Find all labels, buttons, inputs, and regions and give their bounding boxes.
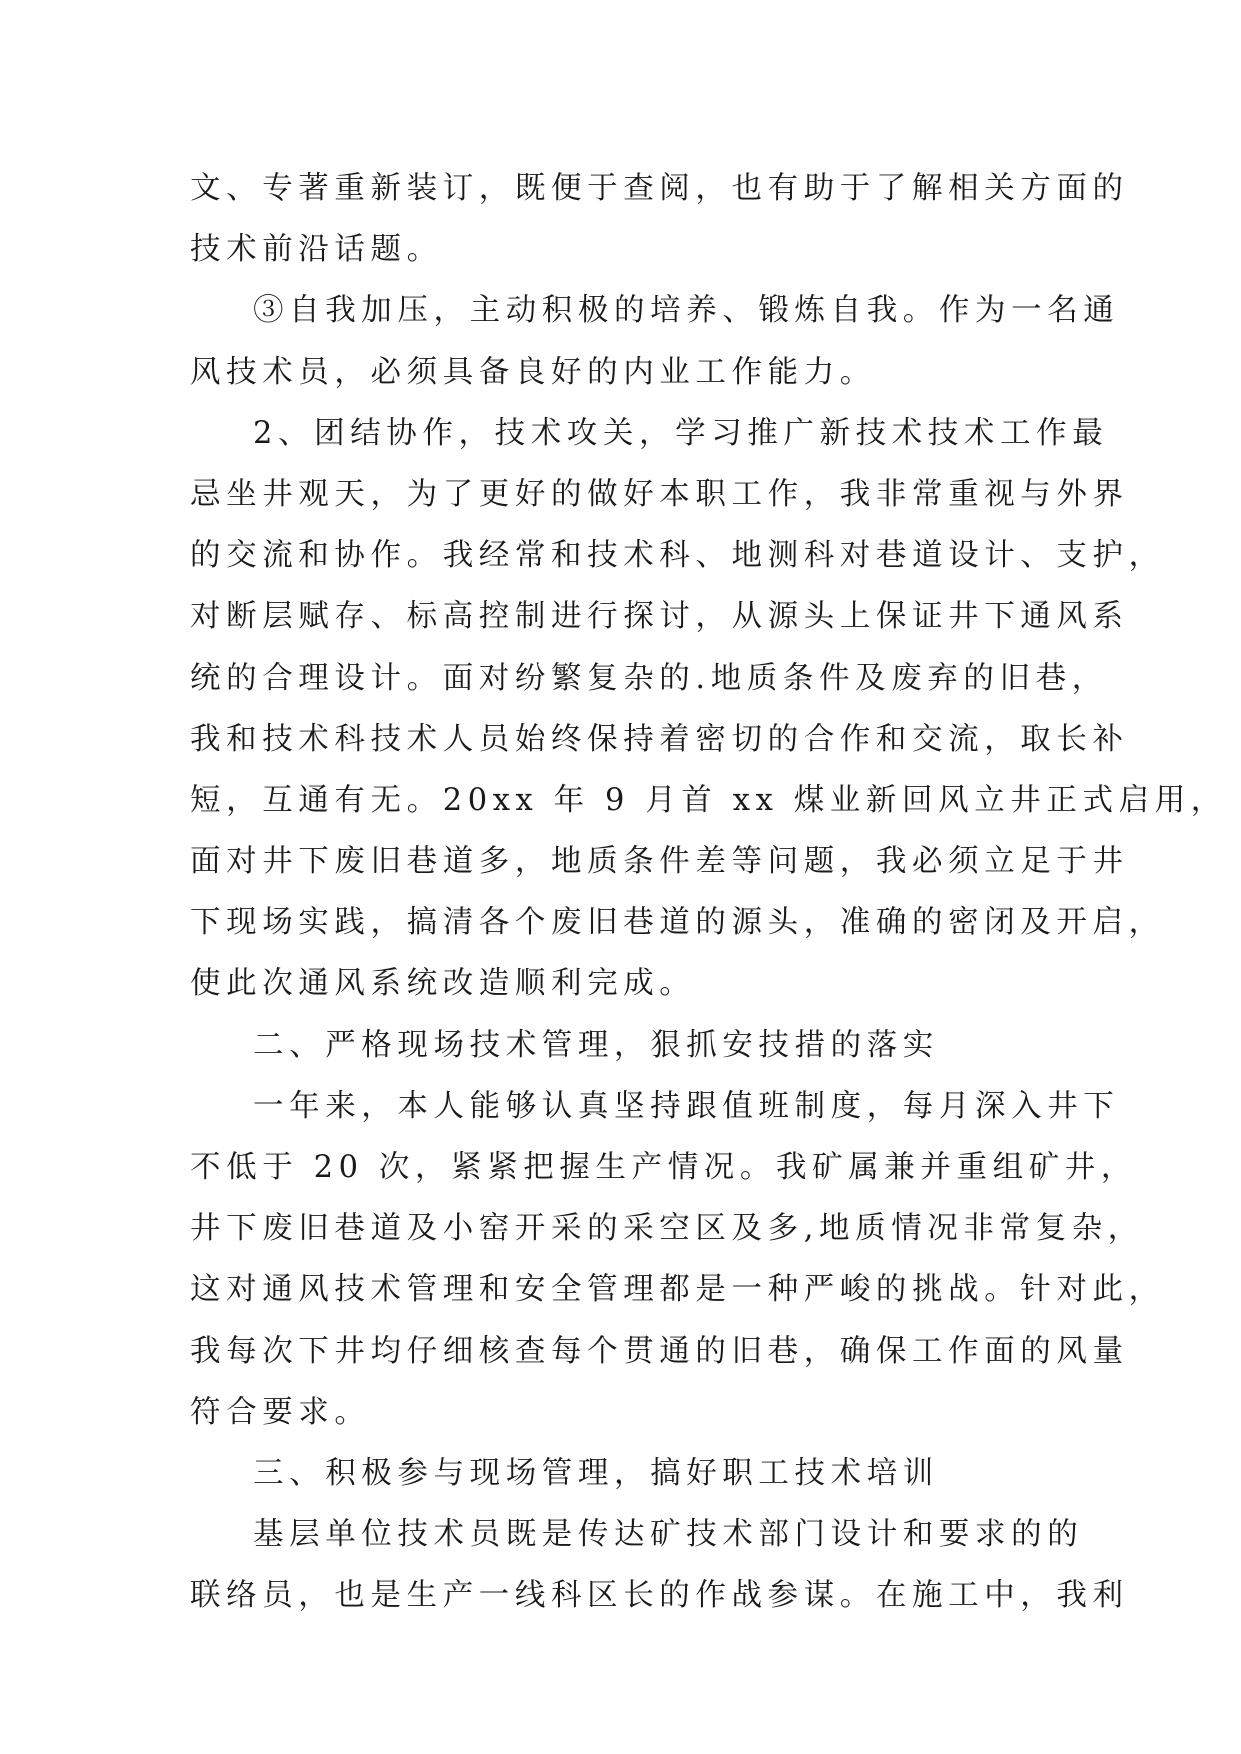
text-line: 统的合理设计。面对纷繁复杂的.地质条件及废弃的旧巷，	[190, 660, 1108, 696]
text-line: 符合要求。	[190, 1394, 371, 1430]
text-line: 技术前沿话题。	[190, 232, 443, 268]
document-body	[190, 158, 1227, 1627]
text-line: 面对井下废旧巷道多，地质条件差等问题，我必须立足于井	[190, 844, 1129, 880]
text-line: 这对通风技术管理和安全管理都是一种严峻的挑战。针对此，	[190, 1272, 1165, 1308]
text-line: 我和技术科技术人员始终保持着密切的合作和交流，取长补	[190, 721, 1129, 757]
text-line: 使此次通风系统改造顺利完成。	[190, 966, 696, 1002]
text-line: 联络员，也是生产一线科区长的作战参谋。在施工中，我利	[190, 1578, 1129, 1614]
text-line: 2、团结协作，技术攻关，学习推广新技术技术工作最	[253, 415, 1109, 451]
text-line: 我每次下井均仔细核查每个贯通的旧巷，确保工作面的风量	[190, 1333, 1129, 1369]
text-line: 三、积极参与现场管理，搞好职工技术培训	[253, 1455, 939, 1491]
text-line: 二、严格现场技术管理，狠抓安技措的落实	[253, 1027, 939, 1063]
text-line: ③自我加压，主动积极的培养、锻炼自我。作为一名通	[253, 293, 1120, 329]
text-line: 短，互通有无。20xx 年 9 月首 xx 煤业新回风立井正式启用，	[190, 782, 1227, 818]
text-line: 一年来，本人能够认真坚持跟值班制度，每月深入井下	[253, 1088, 1120, 1124]
text-line: 忌坐井观天，为了更好的做好本职工作，我非常重视与外界	[190, 476, 1129, 512]
text-line: 文、专著重新装订，既便于查阅，也有助于了解相关方面的	[190, 171, 1129, 206]
text-line: 风技术员，必须具备良好的内业工作能力。	[190, 354, 876, 390]
text-line: 井下废旧巷道及小窑开采的采空区及多,地质情况非常复杂，	[190, 1211, 1144, 1247]
text-line: 的交流和协作。我经常和技术科、地测科对巷道设计、支护，	[190, 538, 1165, 574]
text-line: 下现场实践，搞清各个废旧巷道的源头，准确的密闭及开启，	[190, 905, 1165, 941]
text-line: 基层单位技术员既是传达矿技术部门设计和要求的的	[253, 1517, 1084, 1553]
text-line: 不低于 20 次，紧紧把握生产情况。我矿属兼并重组矿井，	[190, 1150, 1137, 1185]
text-line: 对断层赋存、标高控制进行探讨，从源头上保证井下通风系	[190, 599, 1129, 635]
